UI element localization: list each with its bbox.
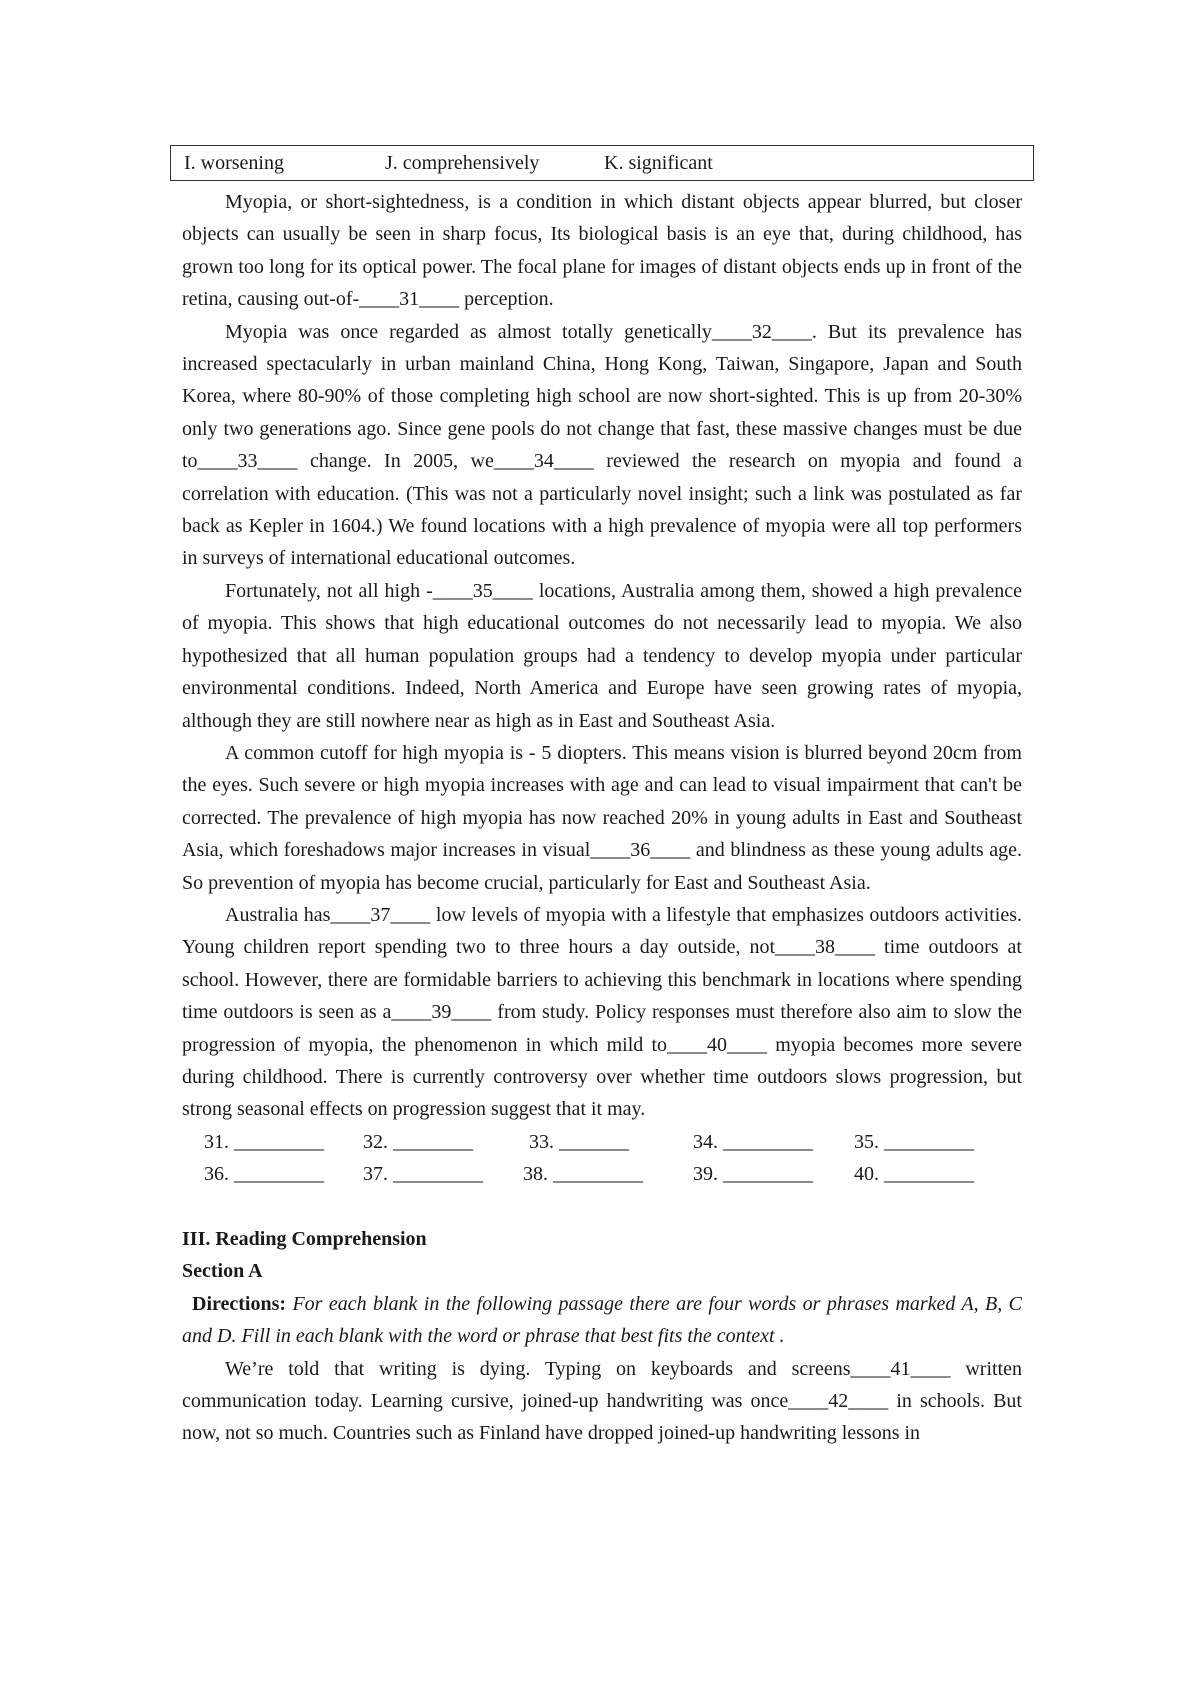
word-option-k: K. significant <box>604 152 713 174</box>
section-heading: III. Reading Comprehension <box>182 1227 427 1250</box>
passage-paragraph-2: Myopia was once regarded as almost totally genetically____32____. But its prevalence has increased spectacularly in urban mainland China, Hong Kong, Taiwan, Singapore, Japan and South Korea, where 80-90% of those completing high school are now short-sighted. This is up from 20-30% only two generations ago. Since gene pools do not change that fast, these massive changes must be due to____33____ change. In 2005, we____34____ reviewed the research on myopia and found a correlation with education. (This was not a particularly novel insight; such a link was postulated as far back as Kepler in 1604.) We found locations with a high prevalence of myopia were all top performers in surveys of international educational outcomes. <box>182 320 1022 570</box>
answer-blank[interactable]: 39. _________ <box>693 1163 813 1186</box>
answer-blanks <box>182 1126 1022 1191</box>
directions <box>182 1288 1022 1353</box>
answer-blank[interactable]: 40. _________ <box>854 1163 974 1186</box>
directions-text: For each blank in the following passage there are four words or phrases marked A, B, C and D. Fill in each blank with the word or phrase that best fits the context . <box>182 1292 1022 1348</box>
answer-blank[interactable]: 35. _________ <box>854 1130 974 1153</box>
word-option-i: I. worsening <box>184 152 284 174</box>
passage-content <box>182 186 1022 1450</box>
section-subheading: Section A <box>182 1260 263 1283</box>
answer-blank[interactable]: 37. _________ <box>363 1163 483 1186</box>
reading-paragraph-1: We’re told that writing is dying. Typing on keyboards and screens____41____ written communication today. Learning cursive, joined-up handwriting was once____42____ in schools. But now, not so much. Countries such as Finland have dropped joined-up handwriting lessons in <box>182 1357 1022 1445</box>
passage-paragraph-4: A common cutoff for high myopia is - 5 diopters. This means vision is blurred beyond 20cm from the eyes. Such severe or high myopia increases with age and can lead to visual impairment that can't be corrected. The prevalence of high myopia has now reached 20% in young adults in East and Southeast Asia, which foreshadows major increases in visual____36____ and blindness as these young adults age. So prevention of myopia has become crucial, particularly for East and Southeast Asia. <box>182 741 1022 894</box>
word-bank-box <box>170 145 1034 181</box>
answer-row-1 <box>182 1126 1022 1158</box>
passage-paragraph-3: Fortunately, not all high -____35____ locations, Australia among them, showed a high prevalence of myopia. This shows that high educational outcomes do not necessarily lead to myopia. We also hypothesized that all human population groups had a tendency to develop myopia under particular environmental conditions. Indeed, North America and Europe have seen growing rates of myopia, although they are still nowhere near as high as in East and Southeast Asia. <box>182 579 1022 732</box>
answer-blank[interactable]: 32. ________ <box>363 1130 473 1153</box>
answer-blank[interactable]: 31. _________ <box>204 1130 324 1153</box>
answer-blank[interactable]: 36. _________ <box>204 1163 324 1186</box>
section-spacer <box>182 1191 1022 1223</box>
answer-blank[interactable]: 33. _______ <box>529 1130 629 1153</box>
word-option-j: J. comprehensively <box>385 152 540 174</box>
answer-row-2 <box>182 1158 1022 1190</box>
directions-label: Directions: <box>192 1292 287 1315</box>
passage-paragraph-1: Myopia, or short-sightedness, is a condition in which distant objects appear blurred, but closer objects can usually be seen in sharp focus, Its biological basis is an eye that, during childhood, has grown too long for its optical power. The focal plane for images of distant objects ends up in front of the retina, causing out-of-____31____ perception. <box>182 191 1022 311</box>
answer-blank[interactable]: 38. _________ <box>523 1163 643 1186</box>
answer-blank[interactable]: 34. _________ <box>693 1130 813 1153</box>
passage-paragraph-5: Australia has____37____ low levels of myopia with a lifestyle that emphasizes outdoors activities. Young children report spending two to three hours a day outside, not____38____ time outdoors at school. However, there are formidable barriers to achieving this benchmark in locations where spending time outdoors is seen as a____39____ from study. Policy responses must therefore also aim to slow the progression of myopia, the phenomenon in which mild to____40____ myopia becomes more severe during childhood. There is currently controversy over whether time outdoors slows progression, but strong seasonal effects on progression suggest that it may. <box>182 903 1022 1121</box>
